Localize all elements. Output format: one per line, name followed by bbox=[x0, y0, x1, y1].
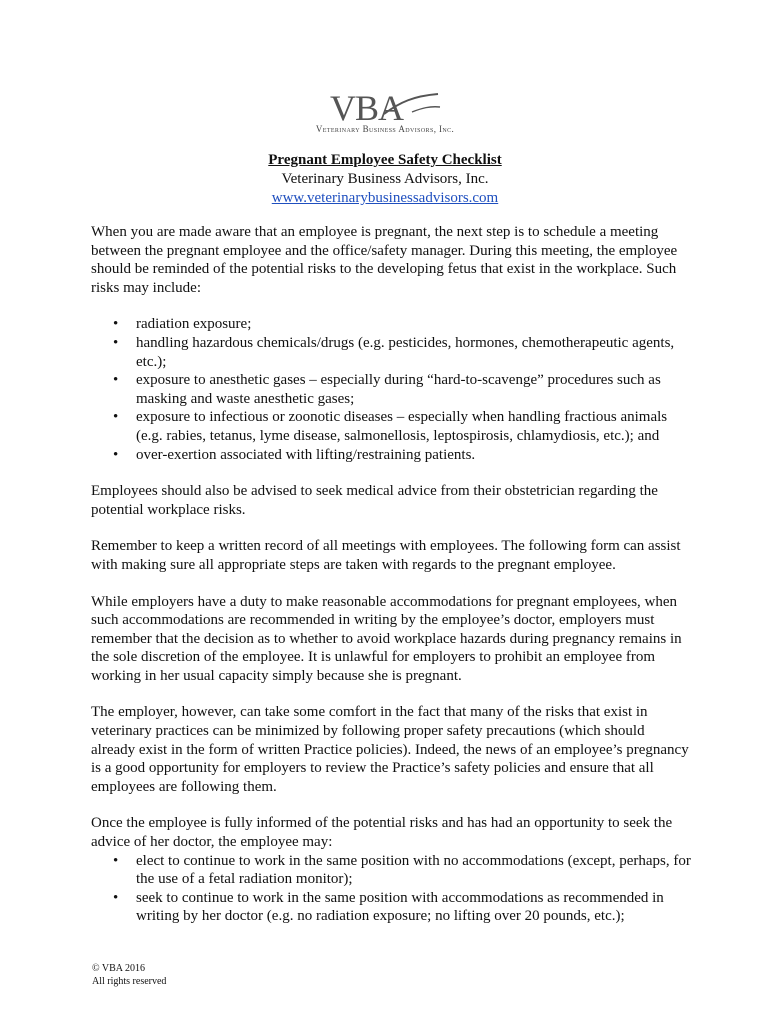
safety-comfort-paragraph: The employer, however, can take some comfort in the fact that many of the risks that exist in veterinary practices can be minimized by following proper safety precautions (which should already exist in the form of written Practice policies). Indeed, the news of an employee’s pregnancy is a good opportunity for employers to review the Practice’s safety policies and ensure that all employees are following them. bbox=[91, 704, 689, 795]
bullet-icon: • bbox=[113, 409, 119, 426]
footer bbox=[92, 962, 166, 988]
list-item bbox=[91, 889, 691, 926]
employee-options-paragraph: Once the employee is fully informed of the potential risks and has had an opportunity to seek the advice of her doctor, the employee may: bbox=[91, 815, 673, 851]
bullet-icon: • bbox=[113, 852, 119, 869]
logo-company-name: Veterinary Business Advisors, Inc. bbox=[315, 124, 455, 134]
bullet-icon: • bbox=[113, 889, 119, 906]
list-item-text: seek to continue to work in the same position with accommodations as recommended in writing by her doctor (e.g. no radiation exposure; no lifting over 20 pounds, etc.); bbox=[136, 889, 664, 925]
intro-paragraph: When you are made aware that an employee is pregnant, the next step is to schedule a meeting between the pregnant employee and the office/safety manager. During this meeting, the employee should be reminded of the potential risks to the developing fetus that exist in the workplace. Such risks may include: bbox=[91, 224, 678, 296]
list-item-text: handling hazardous chemicals/drugs (e.g. pesticides, hormones, chemotherapeutic agents, etc.); bbox=[136, 334, 675, 370]
company-name: Veterinary Business Advisors, Inc. bbox=[281, 171, 489, 187]
options-list bbox=[91, 852, 691, 926]
document-title: Pregnant Employee Safety Checklist bbox=[268, 152, 502, 168]
website-link[interactable]: www.veterinarybusinessadvisors.com bbox=[271, 190, 499, 206]
bullet-icon: • bbox=[113, 334, 119, 351]
list-item-text: elect to continue to work in the same position with no accommodations (except, perhaps, for the use of a fetal radiation monitor); bbox=[136, 852, 691, 888]
copyright-text: © VBA 2016 bbox=[92, 963, 145, 974]
list-item-text: exposure to anesthetic gases – especially during “hard-to-scavenge” procedures such as masking and waste anesthetic gases; bbox=[136, 372, 661, 407]
bullet-icon: • bbox=[113, 316, 119, 333]
medical-advice-paragraph: Employees should also be advised to seek medical advice from their obstetrician regarding the potential workplace risks. bbox=[91, 483, 658, 518]
list-item-text: radiation exposure; bbox=[136, 316, 252, 333]
rights-text: All rights reserved bbox=[92, 976, 167, 987]
list-item bbox=[91, 852, 691, 889]
bullet-icon: • bbox=[113, 446, 119, 463]
list-item bbox=[91, 408, 691, 445]
list-item bbox=[91, 334, 691, 371]
record-keeping-paragraph: Remember to keep a written record of all meetings with employees. The following form can assist with making sure all appropriate steps are taken with regards to the pregnant employee. bbox=[91, 538, 681, 573]
list-item bbox=[91, 371, 691, 408]
list-item-text: exposure to infectious or zoonotic diseases – especially when handling fractious animals (e.g. rabies, tetanus, lyme disease, salmonellosis, leptospirosis, chlamydiosis, etc.); and bbox=[136, 409, 668, 444]
document-body bbox=[91, 223, 691, 944]
bullet-icon: • bbox=[113, 372, 119, 389]
logo-swoosh-icon bbox=[382, 92, 442, 118]
logo-letters: VBA bbox=[330, 88, 404, 128]
logo-mark bbox=[330, 88, 440, 128]
risk-list bbox=[91, 315, 691, 464]
list-item-text: over-exertion associated with lifting/restraining patients. bbox=[136, 446, 476, 463]
title-block bbox=[0, 151, 770, 208]
list-item bbox=[91, 446, 691, 465]
employer-duty-paragraph: While employers have a duty to make reasonable accommodations for pregnant employees, when such accommodations are recommended in writing by the employee’s doctor, employers must remember that the decision as to whether to avoid workplace hazards during pregnancy remains in the sole discretion of the employee. It is unlawful for employers to prohibit an employee from working in her usual capacity simply because she is pregnant. bbox=[91, 593, 682, 684]
list-item bbox=[91, 315, 691, 334]
